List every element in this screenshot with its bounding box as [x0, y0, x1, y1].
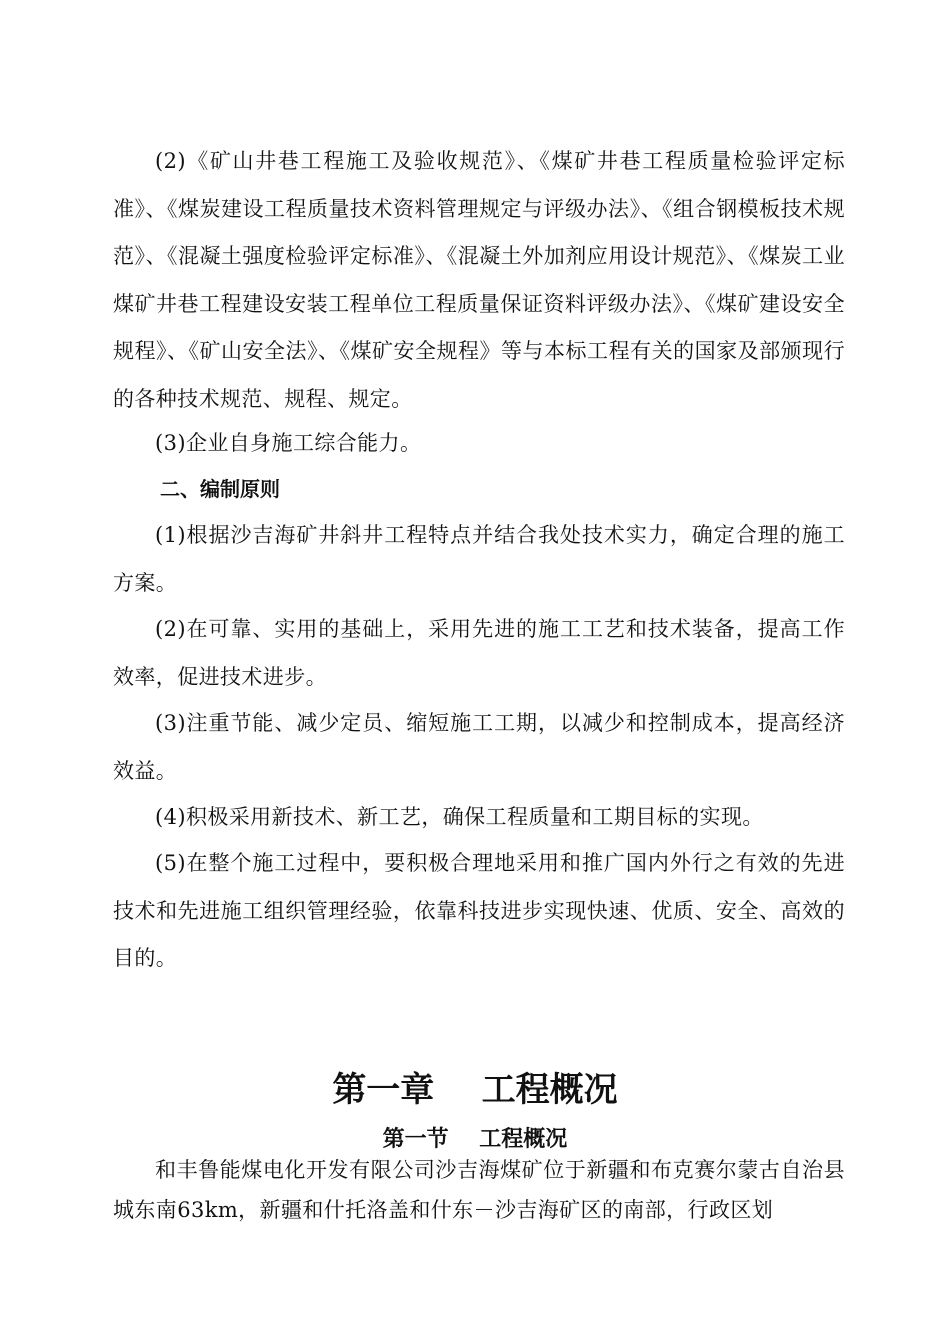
principle-item-3: (3)注重节能、减少定员、缩短施工工期，以减少和控制成本，提高经济效益。	[113, 711, 845, 783]
principle-item-1: (1)根据沙吉海矿井斜井工程特点并结合我处技术实力，确定合理的施工方案。	[113, 523, 845, 595]
basis-item-3: (3)企业自身施工综合能力。	[155, 431, 422, 455]
principle-item-4: (4)积极采用新技术、新工艺，确保工程质量和工期目标的实现。	[155, 805, 764, 829]
section-title: 第一节 工程概况	[382, 1127, 568, 1152]
principle-item-5: (5)在整个施工过程中，要积极合理地采用和推广国内外行之有效的先进技术和先进施工组织管理经验，依靠科技进步实现快速、优质、安全、高效的目的。	[113, 851, 845, 971]
chapter-intro-paragraph: 和丰鲁能煤电化开发有限公司沙吉海煤矿位于新疆和布克赛尔蒙古自治县城东南63km，新疆和什托洛盖和什东－沙吉海矿区的南部，行政区划	[113, 1158, 845, 1222]
basis-item-2: (2)《矿山井巷工程施工及验收规范》、《煤矿井巷工程质量检验评定标准》、《煤炭建设工程质量技术资料管理规定与评级办法》、《组合钢模板技术规范》、《混凝土强度检验评定标准》、《混凝土外加剂应用设计规范》、《煤炭工业煤矿井巷工程建设安装工程单位工程质量保证资料评级办法》、《煤矿建设安全规程》、《矿山安全法》、《煤矿安全规程》等与本标工程有关的国家及部颁现行的各种技术规范、规程、规定。	[113, 149, 845, 411]
principle-item-2: (2)在可靠、实用的基础上，采用先进的施工工艺和技术装备，提高工作效率，促进技术进步。	[113, 617, 845, 689]
chapter-title: 第一章 工程概况	[332, 1070, 618, 1110]
principles-heading: 二、编制原则	[160, 477, 280, 501]
